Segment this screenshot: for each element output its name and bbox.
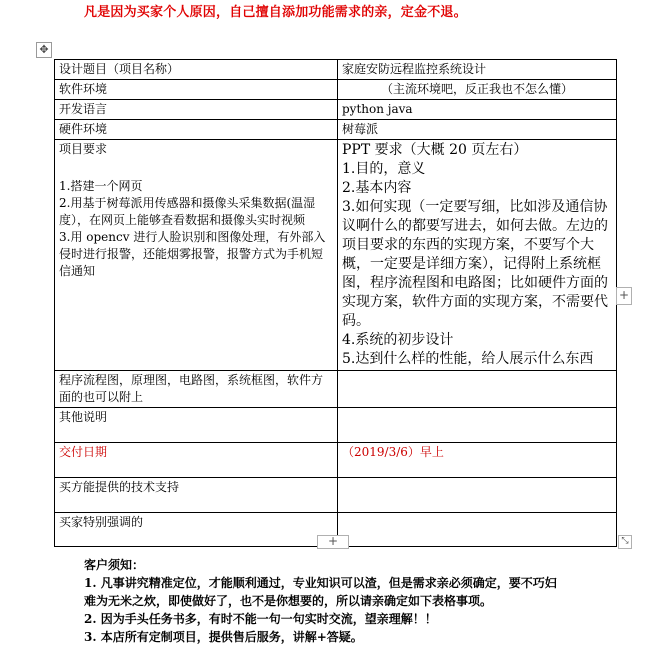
deposit-warning: 凡是因为买家个人原因，自己擅自添加功能需求的亲，定金不退。 [84,5,467,20]
table-row [55,478,617,513]
hardware-env-label[interactable]: 硬件环境 [55,120,338,140]
diagrams-label[interactable]: 程序流程图，原理图，电路图，系统框图，软件方面的也可以附上 [55,371,338,408]
software-env-label[interactable]: 软件环境 [55,80,338,100]
notice-line: 2. 因为手头任务书多，有时不能一句一句实时交流，望亲理解！！ [84,612,437,626]
project-title-value[interactable]: 家庭安防远程监控系统设计 [338,60,617,80]
dev-language-label[interactable]: 开发语言 [55,100,338,120]
list-item: 5.达到什么样的性能，给人展示什么东西 [342,351,594,367]
ppt-requirements-list [342,141,612,369]
notice-line: 难为无米之炊，即使做好了，也不是你想要的，所以请亲确定如下表格事项。 [84,594,493,608]
notice-line: 1. 凡事讲究精准定位，才能顺利通过，专业知识可以渣，但是需求亲必须确定，要不巧妇 [84,576,557,590]
list-item: 1.目的，意义 [342,161,426,177]
diagrams-value[interactable] [338,371,617,408]
delivery-date-label[interactable]: 交付日期 [55,443,338,478]
ppt-requirements-cell[interactable] [338,140,617,371]
table-row [55,443,617,478]
other-notes-label[interactable]: 其他说明 [55,408,338,443]
software-env-value[interactable]: （主流环境吧，反正我也不怎么懂） [338,80,617,100]
tech-support-value[interactable] [338,478,617,513]
list-item: 1.搭建一个网页 [59,179,143,193]
table-row [55,371,617,408]
other-notes-value[interactable] [338,408,617,443]
list-item: 3.用 opencv 进行人脸识别和图像处理，有外部入侵时进行报警，还能烟雾报警，报警方式为手机短信通知 [59,230,326,278]
add-column-button[interactable]: + [616,287,632,305]
hardware-env-value[interactable]: 树莓派 [338,120,617,140]
table-row [55,140,617,371]
table-row [55,60,617,80]
requirements-list [59,178,333,280]
list-item: 4.系统的初步设计 [342,332,454,348]
buyer-emphasis-label[interactable]: 买家特别强调的 [55,513,338,547]
requirements-table [54,59,617,547]
delivery-date-value[interactable]: （2019/3/6）早上 [338,443,617,478]
customer-notice [84,556,557,646]
buyer-emphasis-value[interactable] [338,513,617,547]
notice-line: 3. 本店所有定制项目，提供售后服务，讲解+答疑。 [84,630,363,644]
notice-title: 客户须知： [84,558,145,572]
table-move-handle-icon[interactable]: ✥ [36,42,52,58]
add-row-button[interactable]: + [317,535,349,549]
list-item: 3.如何实现（一定要写细，比如涉及通信协议啊什么的都要写进去，如何去做。左边的项目要求的东西的实现方案，不要写个大概，一定要是详细方案），记得附上系统框图，程序流程图和电路图；比如硬件方面的实现方案，软件方面的实现方案，不需要代码。 [342,199,608,329]
table-row [55,408,617,443]
requirements-cell[interactable] [55,140,338,371]
table-resize-icon[interactable]: ⤡ [618,535,632,549]
requirements-label: 项目要求 [59,142,108,156]
dev-language-value[interactable]: python java [338,100,617,120]
table-row [55,80,617,100]
list-item: 2.基本内容 [342,180,412,196]
list-item: 2.用基于树莓派用传感器和摄像头采集数据(温湿度），在网页上能够查看数据和摄像头实时视频 [59,196,316,227]
tech-support-label[interactable]: 买方能提供的技术支持 [55,478,338,513]
project-title-label[interactable]: 设计题目（项目名称） [55,60,338,80]
table-row [55,120,617,140]
table-row [55,100,617,120]
list-item: PPT 要求（大概 20 页左右） [342,142,528,158]
